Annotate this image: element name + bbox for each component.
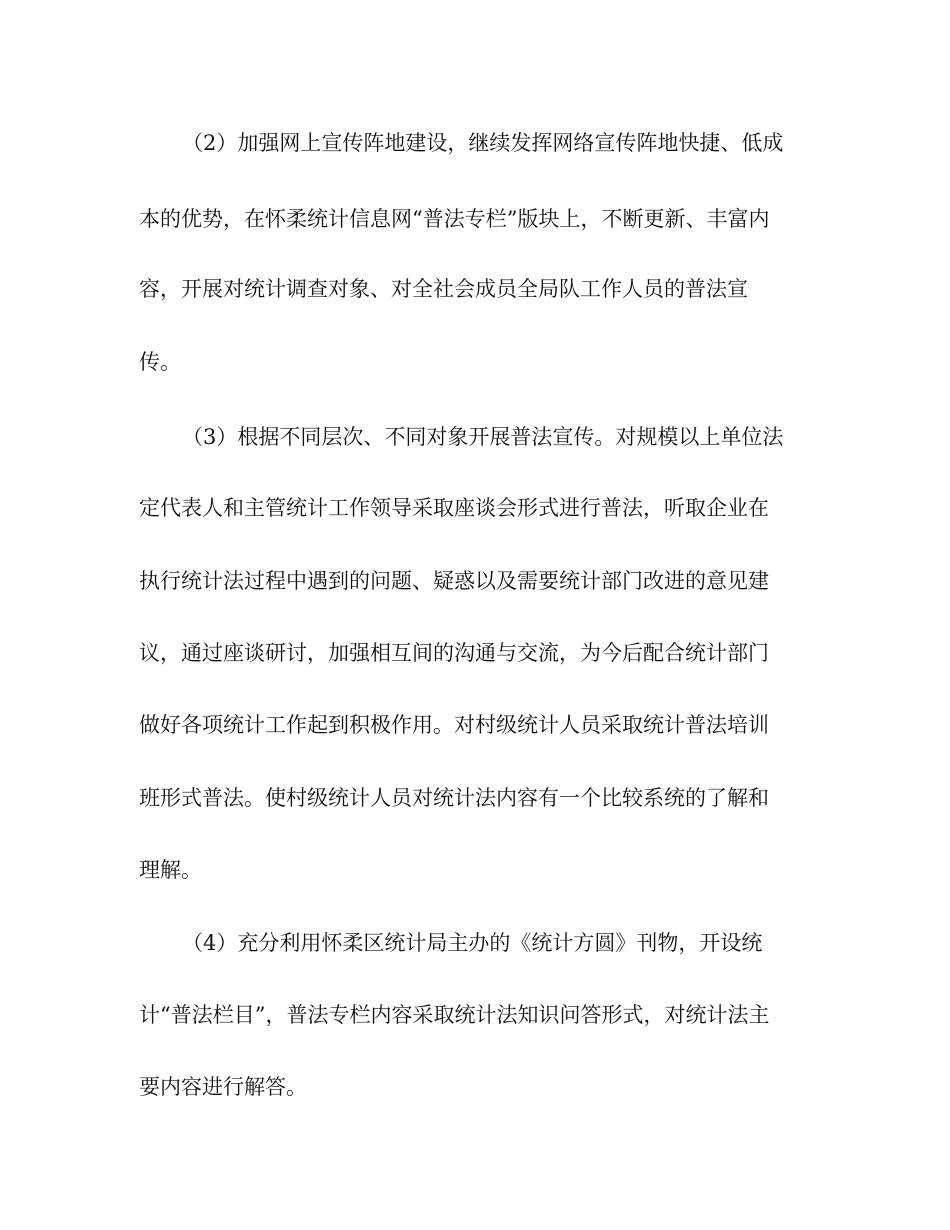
paragraph-2-line-4: 传。	[139, 350, 181, 374]
paragraph-4-line-2: 计“普法栏目”，普法专栏内容采取统计法知识问答形式，对统计法主	[139, 1003, 770, 1027]
paragraph-3-line-2: 定代表人和主管统计工作领导采取座谈会形式进行普法，听取企业在	[139, 496, 769, 520]
paragraph-3-line-1: （3）根据不同层次、不同对象开展普法宣传。对规模以上单位法	[182, 425, 784, 449]
paragraph-3-line-3: 执行统计法过程中遇到的问题、疑惑以及需要统计部门改进的意见建	[139, 569, 769, 593]
paragraph-4-line-3: 要内容进行解答。	[139, 1075, 307, 1099]
paragraph-3-line-6: 班形式普法。使村级统计人员对统计法内容有一个比较系统的了解和	[139, 786, 769, 810]
paragraph-3-line-7: 理解。	[139, 858, 202, 882]
paragraph-2-line-1: （2）加强网上宣传阵地建设，继续发挥网络宣传阵地快捷、低成	[182, 131, 784, 155]
paragraph-2-line-3: 容，开展对统计调查对象、对全社会成员全局队工作人员的普法宣	[139, 277, 748, 301]
paragraph-2-line-2: 本的优势，在怀柔统计信息网“普法专栏”版块上，不断更新、丰富内	[139, 207, 770, 231]
paragraph-3-line-5: 做好各项统计工作起到积极作用。对村级统计人员采取统计普法培训	[139, 713, 769, 737]
paragraph-4-line-1: （4）充分利用怀柔区统计局主办的《统计方圆》刊物，开设统	[182, 931, 763, 955]
paragraph-3-line-4: 议，通过座谈研讨，加强相互间的沟通与交流，为今后配合统计部门	[139, 641, 769, 665]
